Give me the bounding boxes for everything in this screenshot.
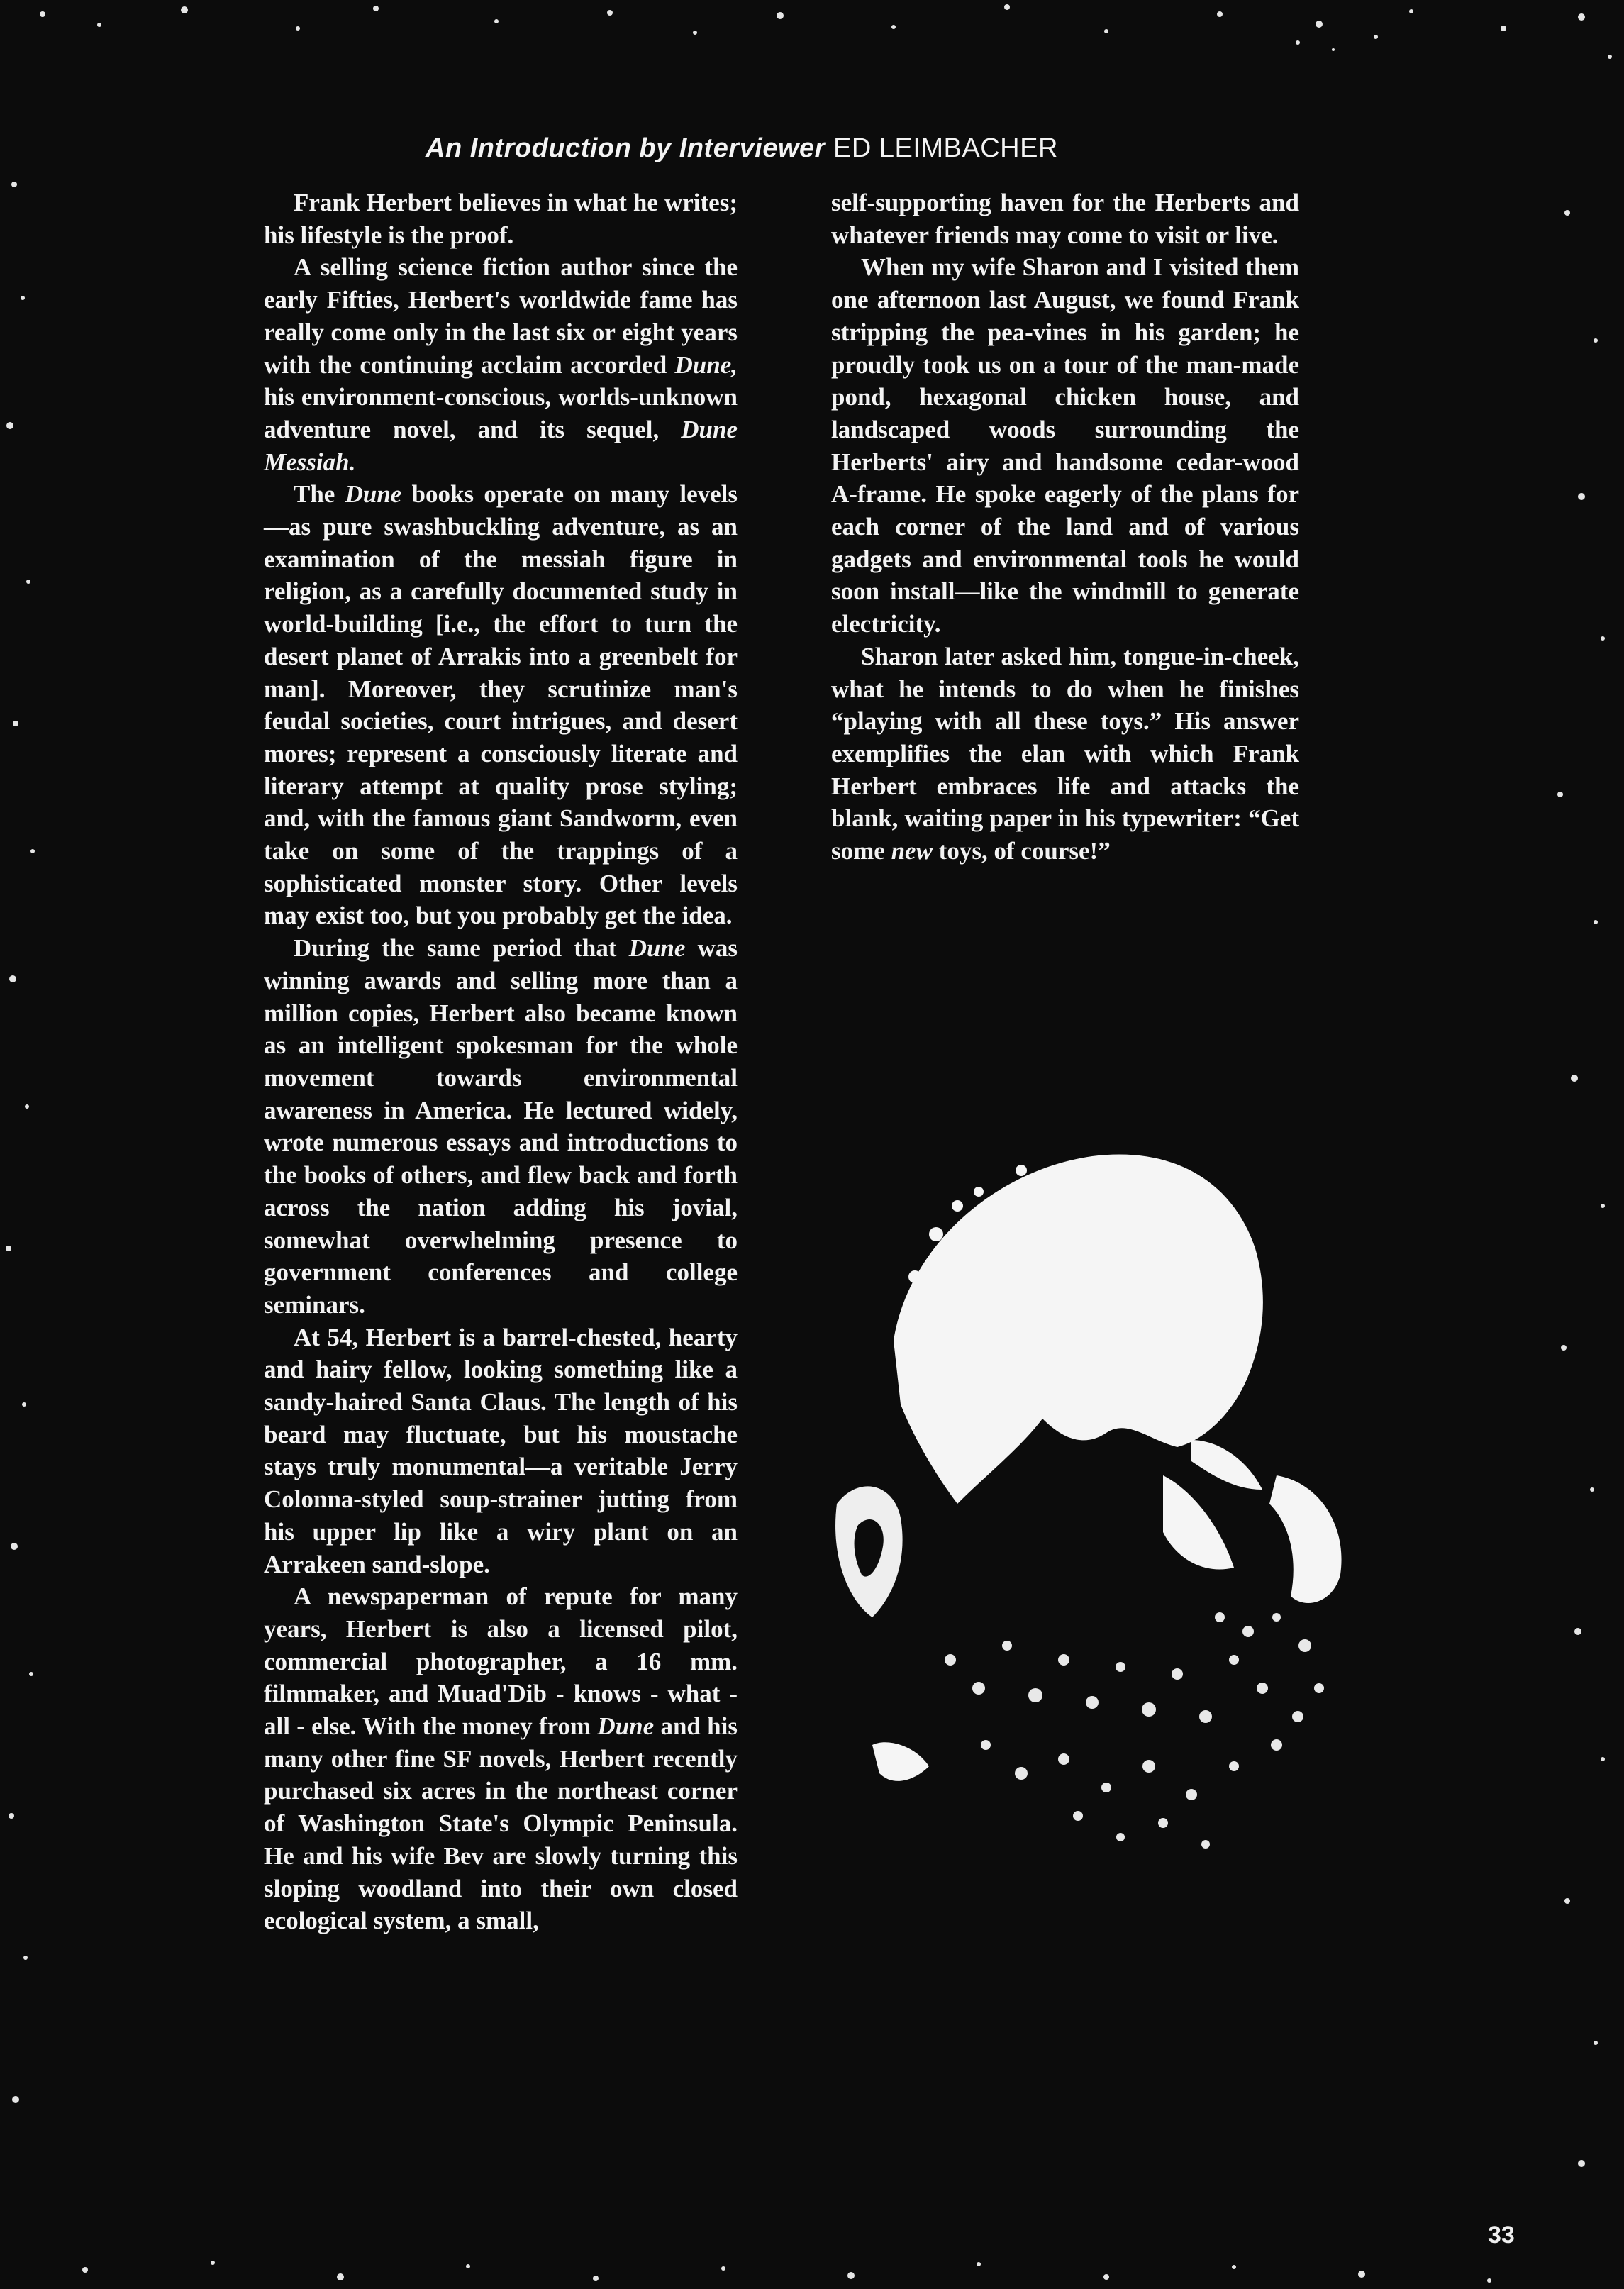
book-title: Dune	[345, 480, 402, 509]
paragraph: self-supporting haven for the Herberts and whatever friends may come to visit or live.	[831, 189, 1299, 249]
book-title: Dune	[628, 934, 686, 963]
article-column-left	[264, 187, 738, 1937]
paragraph: Frank Herbert believes in what he writes; his lifestyle is the proof.	[264, 189, 738, 249]
byline-lead: An Introduction by Interviewer	[426, 133, 825, 163]
paragraph: A newspaperman of repute for many years, Herbert is also a licensed pilot, commercial photographer, a 16 mm. filmmaker, and Muad'Dib - knows - what - all - else. With the money from Dune and his many other fine SF novels, Herbert recently purchased six acres in the northeast corner of Washington State's Olympic Peninsula. He and his wife Bev are slowly turning this sloping woodland into their own closed ecological system, a small,	[264, 1583, 738, 1935]
emphasis: new	[891, 837, 933, 865]
portrait-image	[808, 1107, 1362, 1894]
paragraph: A selling science fiction author since the early Fifties, Herbert's worldwide fame has really come only in the last six or eight years with the continuing acclaim accorded Dune, his environment-conscious, worlds-unknown adventure novel, and its sequel, Dune Messiah.	[264, 253, 738, 476]
paragraph: At 54, Herbert is a barrel-chested, hearty and hairy fellow, looking something like a sandy-haired Santa Claus. The length of his beard may fluctuate, but his moustache stays truly monumental—a veritable Jerry Colonna-styled soup-strainer jutting from his upper lip like a wiry plant on an Arrakeen sand-slope.	[264, 1323, 738, 1578]
byline-name: ED LEIMBACHER	[833, 133, 1058, 163]
paragraph: When my wife Sharon and I visited them one afternoon last August, we found Frank stripping the pea-vines in his garden; he proudly took us on a tour of the man-made pond, hexagonal chicken house, and landscaped woods surrounding the Herberts' airy and handsome cedar-wood A-frame. He spoke eagerly of the plans for each corner of the land and of various gadgets and environmental tools he would soon install—like the windmill to generate electricity.	[831, 253, 1299, 638]
byline	[426, 133, 1220, 164]
paragraph: During the same period that Dune was winning awards and selling more than a million copies, Herbert also became known as an intelligent spokesman for the whole movement towards environmental awareness in America. He lectured widely, wrote numerous essays and introductions to the books of others, and flew back and forth across the nation adding his jovial, somewhat overwhelming presence to government conferences and college seminars.	[264, 934, 738, 1319]
book-title: Dune	[597, 1712, 655, 1741]
article-column-right	[831, 187, 1299, 868]
book-title: Dune,	[674, 350, 738, 379]
book-title: Dune Messiah.	[264, 415, 738, 476]
paragraph: Sharon later asked him, tongue-in-cheek, what he intends to do when he finishes “playing with all these toys.” His answer exemplifies the elan with which Frank Herbert embraces life and attacks the blank, waiting paper in his typewriter: “Get some new toys, of course!”	[831, 642, 1299, 865]
paragraph: The Dune books operate on many levels—as pure swashbuckling adventure, as an examination of the messiah figure in religion, as a carefully documented study in world-building [i.e., the effort to turn the desert planet of Arrakis into a greenbelt for man]. Moreover, they scrutinize man's feudal societies, court intrigues, and desert mores; represent a consciously literate and literary attempt at quality prose styling; and, with the famous giant Sandworm, even take on some of the trappings of a sophisticated monster story. Other levels may exist too, but you probably get the idea.	[264, 480, 738, 930]
page-number: 33	[1488, 2222, 1515, 2249]
